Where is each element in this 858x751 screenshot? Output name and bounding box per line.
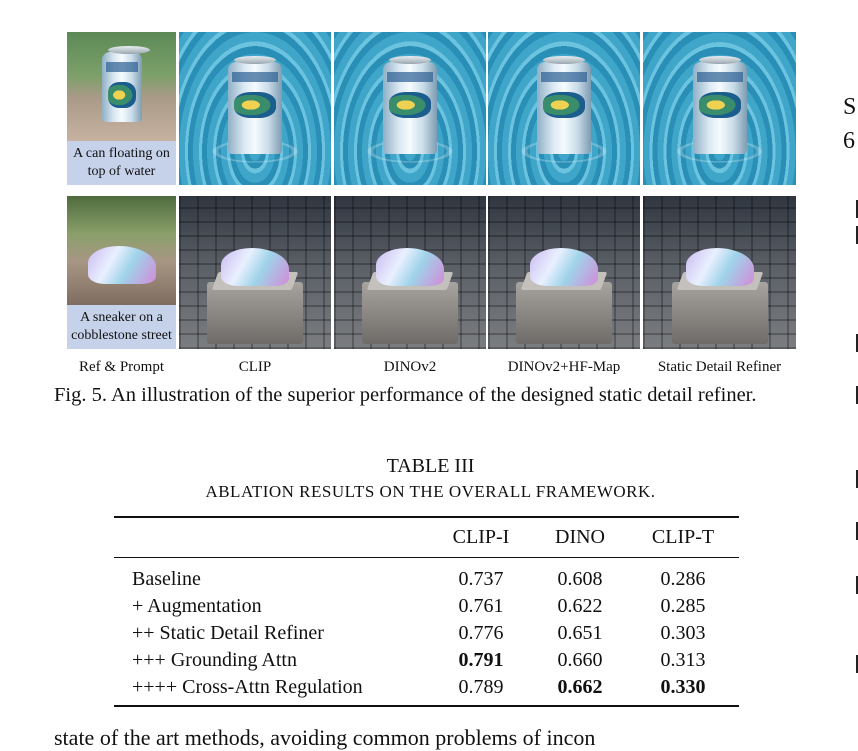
ref-cell-can (67, 32, 176, 185)
right-column-fragment-1: S (843, 94, 857, 120)
row-clip-i-best: 0.791 (458, 649, 504, 671)
header-clip-i: CLIP-I (452, 526, 510, 548)
row-dino: 0.651 (557, 622, 603, 644)
table-row (114, 674, 739, 706)
row-clip-t: 0.313 (660, 649, 706, 671)
row-method: +++ Grounding Attn (132, 649, 297, 671)
row-method: ++ Static Detail Refiner (132, 622, 324, 644)
row-clip-t: 0.286 (660, 568, 706, 590)
table-row (114, 593, 739, 620)
body-text-line: state of the art methods, avoiding common problems of incon (54, 725, 596, 750)
right-column-fragment-2: 6 (843, 128, 855, 154)
ablation-table (114, 516, 739, 707)
row-method: + Augmentation (132, 595, 262, 617)
row-clip-t-best: 0.330 (660, 676, 706, 698)
table-header-row (114, 517, 739, 558)
result-dinov2-hfmap-can (488, 32, 640, 185)
column-label-clip: CLIP (238, 359, 272, 375)
reference-image-can (67, 32, 176, 141)
result-dinov2-can (334, 32, 486, 185)
row-dino-best: 0.662 (557, 676, 603, 698)
table-row (114, 558, 739, 594)
table-row (114, 620, 739, 647)
column-label-ref: Ref & Prompt (79, 359, 164, 375)
ref-cell-sneaker (67, 196, 176, 349)
row-clip-i: 0.776 (458, 622, 504, 644)
result-static-detail-refiner-can (643, 32, 796, 185)
result-static-detail-refiner-sneaker (643, 196, 796, 349)
row-method: ++++ Cross-Attn Regulation (132, 676, 363, 698)
row-clip-i: 0.737 (458, 568, 504, 590)
header-clip-t: CLIP-T (651, 526, 715, 548)
column-label-dinov2: DINOv2 (383, 359, 437, 375)
prompt-label-sneaker: A sneaker on a cobblestone street (67, 305, 176, 349)
row-dino: 0.660 (557, 649, 603, 671)
row-clip-t: 0.285 (660, 595, 706, 617)
result-clip-sneaker (179, 196, 331, 349)
table-title: TABLE III (386, 455, 475, 477)
row-method: Baseline (132, 568, 201, 590)
row-clip-i: 0.789 (458, 676, 504, 698)
column-label-dinov2-hfmap: DINOv2+HF-Map (507, 359, 621, 375)
reference-image-sneaker (67, 196, 176, 305)
row-clip-i: 0.761 (458, 595, 504, 617)
prompt-label-can: A can floating on top of water (67, 141, 176, 185)
header-method (114, 517, 429, 558)
result-clip-can (179, 32, 331, 185)
table-subtitle: ABLATION RESULTS ON THE OVERALL FRAMEWORK. (205, 482, 656, 501)
column-label-static-detail-refiner: Static Detail Refiner (657, 359, 782, 375)
header-dino: DINO (555, 526, 605, 548)
result-dinov2-hfmap-sneaker (488, 196, 640, 349)
result-dinov2-sneaker (334, 196, 486, 349)
table-row (114, 647, 739, 674)
row-clip-t: 0.303 (660, 622, 706, 644)
row-dino: 0.622 (557, 595, 603, 617)
figure-caption: Fig. 5. An illustration of the superior performance of the designed static detail refiner. (54, 384, 757, 406)
row-dino: 0.608 (557, 568, 603, 590)
